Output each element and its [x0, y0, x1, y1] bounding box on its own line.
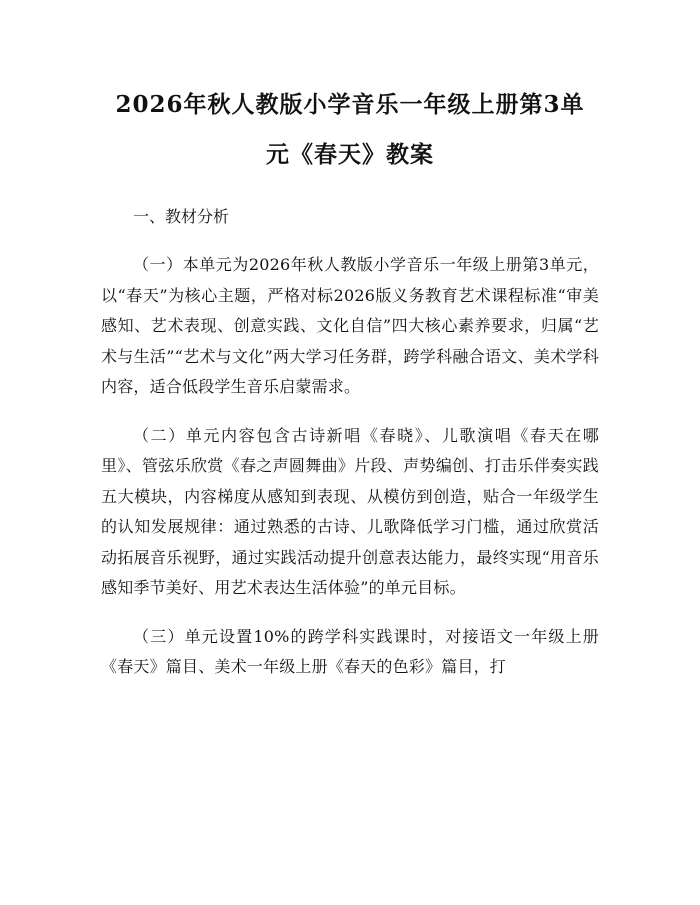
- document-title-line-1: 2026年秋人教版小学音乐一年级上册第3单: [115, 91, 585, 118]
- paragraph-1: （一）本单元为2026年秋人教版小学音乐一年级上册第3单元，以“春天”为核心主题，严格对标2026版义务教育艺术课程标准“审美感知、艺术表现、创意实践、文化自信”四大核心素养要求，归属“艺术与生活”“艺术与文化”两大学习任务群，跨学科融合语文、美术学科内容，适合低段学生音乐启蒙需求。: [101, 255, 599, 396]
- paragraph-2: （二）单元内容包含古诗新唱《春晓》、儿歌演唱《春天在哪里》、管弦乐欣赏《春之声圆舞曲》片段、声势编创、打击乐伴奏实践五大模块，内容梯度从感知到表现、从模仿到创造，贴合一年级学生的认知发展规律：通过熟悉的古诗、儿歌降低学习门槛，通过欣赏活动拓展音乐视野，通过实践活动提升创意表达能力，最终实现“用音乐感知季节美好、用艺术表达生活体验”的单元目标。: [101, 425, 599, 597]
- document-title: [101, 80, 599, 180]
- paragraph-3: （三）单元设置10%的跨学科实践课时，对接语文一年级上册《春天》篇目、美术一年级上册《春天的色彩》篇目，打: [101, 626, 599, 676]
- document-title-line-2: 元《春天》教案: [266, 141, 434, 168]
- section-heading: 一、教材分析: [133, 207, 230, 226]
